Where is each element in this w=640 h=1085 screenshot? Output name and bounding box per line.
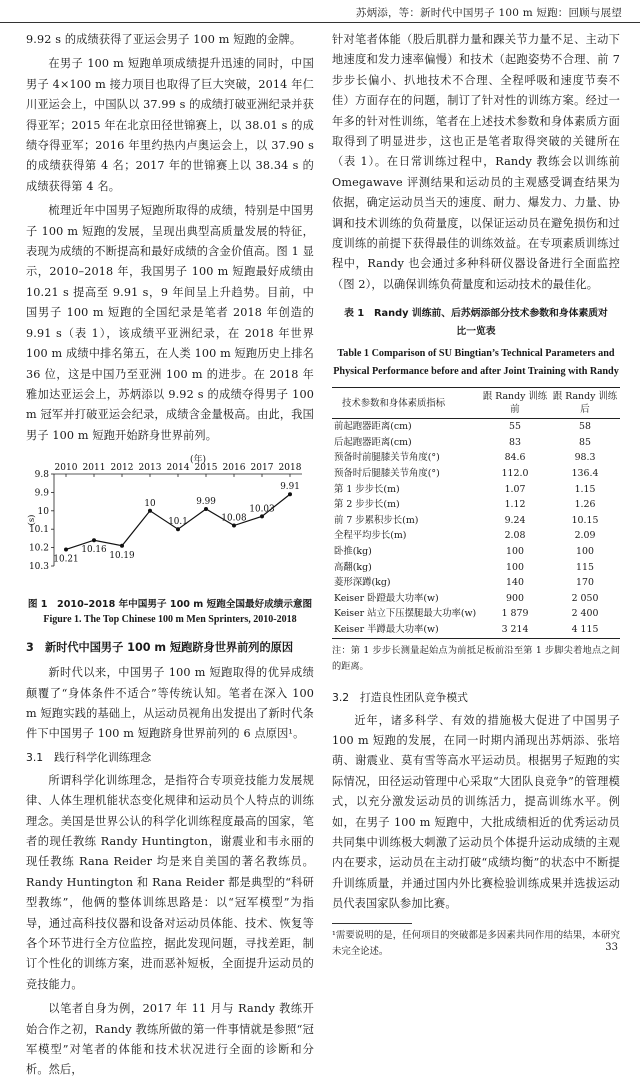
table-cell-value: 84.6: [504, 452, 526, 464]
table-cell-value: 3 214: [501, 624, 529, 635]
data-point: [204, 507, 208, 511]
table-cell-indicator: 卧推(kg): [334, 546, 372, 558]
table-cell-value: 100: [576, 546, 594, 558]
table-row: [332, 606, 620, 622]
left-column: [26, 30, 314, 1085]
table-row: [332, 419, 620, 435]
table-cell-value: 1.07: [504, 483, 526, 495]
table-cell-indicator: 高翻(kg): [334, 561, 372, 573]
subsection-3-1-title: 3.1 践行科学化训练理念: [26, 750, 152, 764]
y-tick-label: 10.1: [28, 525, 49, 536]
x-tick-label: 2011: [82, 463, 106, 474]
table-cell-value: 9.24: [504, 514, 526, 526]
running-header: [0, 0, 640, 23]
table-cell-indicator: 前 7 步累积步长(m): [334, 514, 419, 526]
table-cell-indicator: Keiser 站立下压摆腿最大功率(w): [334, 608, 477, 620]
figure-1-chart: [26, 452, 314, 592]
paragraph: 9.92 s 的成绩获得了亚运会男子 100 m 短跑的金牌。: [26, 33, 302, 46]
y-tick-label: 10: [37, 506, 49, 517]
footnote-divider: [332, 923, 412, 924]
x-tick-label: 2013: [138, 463, 162, 474]
table-cell-value: 2.09: [574, 530, 596, 542]
page-number: 33: [605, 942, 618, 953]
table-row: [332, 560, 620, 576]
table-cell-value: 140: [506, 577, 524, 589]
table-cell-indicator: 菱形深蹲(kg): [334, 577, 391, 589]
table-cell-value: 136.4: [571, 468, 599, 480]
table-cell-value: 83: [509, 436, 521, 448]
table-cell-indicator: 第 1 步步长(m): [334, 483, 400, 495]
data-label: 9.91: [280, 482, 300, 493]
table-header-row: [332, 388, 620, 419]
data-label: 10.21: [53, 554, 79, 565]
running-title: 苏炳添，等：新时代中国男子 100 m 短跑：回顾与展望: [355, 7, 622, 19]
paragraph: 针对笔者体能（股后肌群力量和踝关节力量不足、主动下地速度和发力速率偏慢）和技术（起跑姿势不合理、前 7 步步长偏小、扒地技术不合理、全程呼吸和速度节奏不佳）方面存在的问题，制订了针对性的训练方案。经过一年多的针对性训练，笔者在上述技术参数和身体素质方面取得到了明显进步，这也正是笔者取得突破的关键所在（表 1）。在日常训练过程中，Randy 教练会以训练前 Omegawave 评测结果和运动员的主观感受调查结果为依据，确定运动员当天的速度、耐力、爆发力、力量、协调和技术训练的负荷量度，以保证运动员在避免损伤和过度训练的前提下获得最佳的训练效益。在专项素质训练过程中，Randy 也会通过多种科研仪器设备进行全面监控（图 2），以确保训练负荷量度和运动技术的最佳化。: [332, 33, 620, 291]
footnote: ¹需要说明的是，任何项目的突破都是多因素共同作用的结果，本研究未完全论述。: [332, 929, 620, 957]
table-row: [332, 466, 620, 482]
data-point: [148, 509, 152, 513]
table-row: [332, 513, 620, 529]
table-cell-value: 1 879: [501, 608, 529, 620]
paragraph: 梳理近年中国男子短跑所取得的成绩，特别是中国男子 100 m 短跑的发展，呈现出典型高质量发展的特征，表现为成绩的不断提高和最好成绩的含金价值高。图 1 显示，2010–2018 年，我国男子 100 m 短跑最好成绩由 10.21 s 提高至 9.91 s，9 年间呈上升趋势。目前，中国男子 100 m 短跑的全国纪录是笔者 2018 年创造的 9.91 s（表 1），该成绩平亚洲纪录，在 2018 年世界 100 m 成绩中排名第五，在人类 100 m 短跑历史上排名 36 位，这是中国乃至亚洲 100 m 的进步。在 2018 年雅加达亚运会上，苏炳添以 9.92 s 的成绩夺得男子 100 m 冠军并打破亚运会纪录，成绩含金量极高。由此，我国男子 100 m 短跑开始跻身世界前列。: [26, 204, 314, 442]
table-row: [332, 450, 620, 466]
data-label: 10.1: [168, 517, 188, 528]
table-cell-indicator: Keiser 卧蹬最大功率(w): [334, 592, 439, 604]
table-cell-value: 10.15: [571, 514, 599, 526]
x-tick-label: 2012: [110, 463, 134, 474]
data-label: 10.19: [109, 550, 135, 561]
table-cell-value: 1.26: [574, 499, 596, 511]
column-header: 技术参数和身体素质指标: [332, 388, 480, 419]
section-3-title: 3 新时代中国男子 100 m 短跑跻身世界前列的原因: [26, 641, 294, 655]
table-cell-value: 115: [576, 561, 594, 573]
table-cell-value: 100: [506, 546, 524, 558]
line-chart: [26, 452, 314, 592]
table-cell-indicator: 后起跑器距离(cm): [334, 436, 412, 448]
data-label: 9.99: [196, 497, 216, 508]
y-tick-label: 9.8: [34, 470, 49, 481]
table-cell-value: 55: [509, 421, 521, 433]
y-tick-label: 9.9: [34, 488, 49, 499]
table-cell-value: 4 115: [571, 624, 599, 635]
x-tick-label: 2010: [54, 463, 78, 474]
table-row: [332, 544, 620, 560]
table-cell-value: 58: [579, 421, 591, 433]
table-row: [332, 482, 620, 498]
table-cell-value: 1.15: [574, 483, 596, 495]
x-tick-label: 2016: [222, 463, 246, 474]
table-cell-value: 100: [506, 561, 524, 573]
table-row: [332, 528, 620, 544]
paragraph: 新时代以来，中国男子 100 m 短跑取得的优异成绩颠覆了“身体条件不适合”等传统认知。笔者在深入 100 m 短跑实践的基础上，从运动员视角出发提出了新时代条件下中国男子 100 m 短跑跻身世界前列的 6 点原因¹。: [26, 666, 314, 741]
table-row: [332, 497, 620, 513]
data-point: [92, 538, 96, 542]
right-column: [332, 30, 620, 960]
table-caption-cn: 表 1 Randy 训练前、后苏炳添部分技术参数和身体素质对比一览表: [344, 308, 608, 338]
table-cell-value: 85: [579, 436, 591, 448]
data-point: [120, 544, 124, 548]
table-cell-value: 1.12: [504, 499, 526, 511]
data-point: [64, 548, 68, 552]
y-tick-label: 10.3: [28, 562, 49, 573]
table-cell-value: 2 400: [571, 608, 599, 620]
column-header: 跟 Randy 训练后: [550, 388, 620, 419]
data-label: 10: [144, 498, 156, 509]
table-row: [332, 622, 620, 638]
data-point: [288, 492, 292, 496]
table-cell-value: 2.08: [504, 530, 526, 542]
table-cell-indicator: 全程平均步长(m): [334, 530, 407, 542]
table-cell-indicator: 前起跑器距离(cm): [334, 421, 412, 433]
parameters-table: [332, 387, 620, 638]
table-cell-value: 170: [576, 577, 594, 589]
table-cell-value: 900: [506, 592, 524, 604]
table-cell-value: 112.0: [501, 468, 529, 480]
table-row: [332, 575, 620, 591]
table-caption-en: Table 1 Comparison of SU Bingtian’s Technical Parameters and Physical Performance before and after Joint Training with Randy: [333, 348, 619, 378]
table-cell-indicator: Keiser 半蹲最大功率(w): [334, 624, 439, 635]
table-body: [332, 419, 620, 638]
table-note: 注：第 1 步步长测量起始点为前抵足板前沿至第 1 步脚尖着地点之间的距离。: [332, 644, 620, 672]
paragraph: 在男子 100 m 短跑单项成绩提升迅速的同时，中国男子 4×100 m 接力项目也取得了巨大突破，2014 年仁川亚运会上，中国队以 37.99 s 的成绩打破亚洲纪录并获得亚军；2015 年在北京田径世锦赛上，以 38.01 s 的成绩夺得亚军；2016 年里约热内卢奥运会上，以 37.90 s 的成绩获得第 4 名；2017 年的世锦赛上以 38.34 s 的成绩获得第 4 名。: [26, 57, 314, 193]
table-cell-value: 98.3: [574, 452, 596, 464]
data-label: 10.16: [81, 545, 107, 556]
data-point: [232, 524, 236, 528]
data-point: [176, 527, 180, 531]
table-cell-indicator: 预备时后腿膝关节角度(°): [334, 468, 440, 480]
column-header: 跟 Randy 训练前: [480, 388, 550, 419]
x-tick-label: 2018: [278, 463, 302, 474]
paragraph: 所谓科学化训练理念，是指符合专项竞技能力发展规律、人体生理机能状态变化规律和运动员个人特点的训练理念。美国是世界公认的科学化训练程度最高的国家，笔者的现任教练 Randy Huntington，谢震业和韦永丽的现任教练 Rana Reider 均是来自美国的著名教练员。Randy Huntington 和 Rana Reider 都是典型的“科研型教练”，他俩的整体训练思路是：以“冠军模型”为指导，通过高科技仪器和设备对运动员体能、技术、恢复等各个环节进行全方位监控，据此发现问题，寻找差距，制订个性化的训练方案，进而恶补短板，全面提升运动员的竞技能力。: [26, 773, 314, 991]
figure-caption-en: Figure 1. The Top Chinese 100 m Men Sprinters, 2010-2018: [43, 614, 297, 626]
x-axis-label: (年): [189, 455, 207, 466]
paragraph: 以笔者自身为例，2017 年 11 月与 Randy 教练开始合作之初，Randy 教练所做的第一件事情就是参照“冠军模型”对笔者的体能和技术状况进行全面的诊断和分析。然后，: [26, 1002, 314, 1077]
figure-caption-cn: 图 1 2010–2018 年中国男子 100 m 短跑全国最好成绩示意图: [27, 599, 313, 611]
paragraph: 近年，诸多科学、有效的措施极大促进了中国男子 100 m 短跑的发展，在同一时期内涌现出苏炳添、张培萌、谢震业、莫有雪等高水平运动员。根据男子短跑的实际情况，田径运动管理中心采取“大团队良竞争”的管理模式，以充分激发运动员的训练活力，提高训练水平。例如，在男子 100 m 短跑中，大批成绩相近的优秀运动员共同集中训练极大刺激了运动员个体提升运动成绩的主观内在要求，运动员在主动打破“成绩均衡”的状态中不断提升训练质量，并通过国内外比赛检验训练成果并选拔运动员代表国家队参加比赛。: [332, 713, 620, 911]
x-tick-label: 2015: [194, 463, 218, 474]
table-cell-indicator: 第 2 步步长(m): [334, 499, 400, 511]
table-cell-indicator: 预备时前腿膝关节角度(°): [334, 452, 440, 464]
data-label: 10.08: [221, 513, 247, 524]
y-tick-label: 10.2: [28, 543, 49, 554]
x-tick-label: 2014: [166, 463, 190, 474]
table-row: [332, 435, 620, 451]
table-cell-value: 2 050: [571, 592, 599, 604]
table-row: [332, 591, 620, 607]
subsection-3-2-title: 3.2 打造良性团队竞争模式: [332, 690, 468, 704]
x-tick-label: 2017: [250, 463, 274, 474]
y-axis-label: (s): [27, 514, 37, 526]
data-label: 10.03: [249, 504, 275, 515]
data-point: [260, 514, 264, 518]
